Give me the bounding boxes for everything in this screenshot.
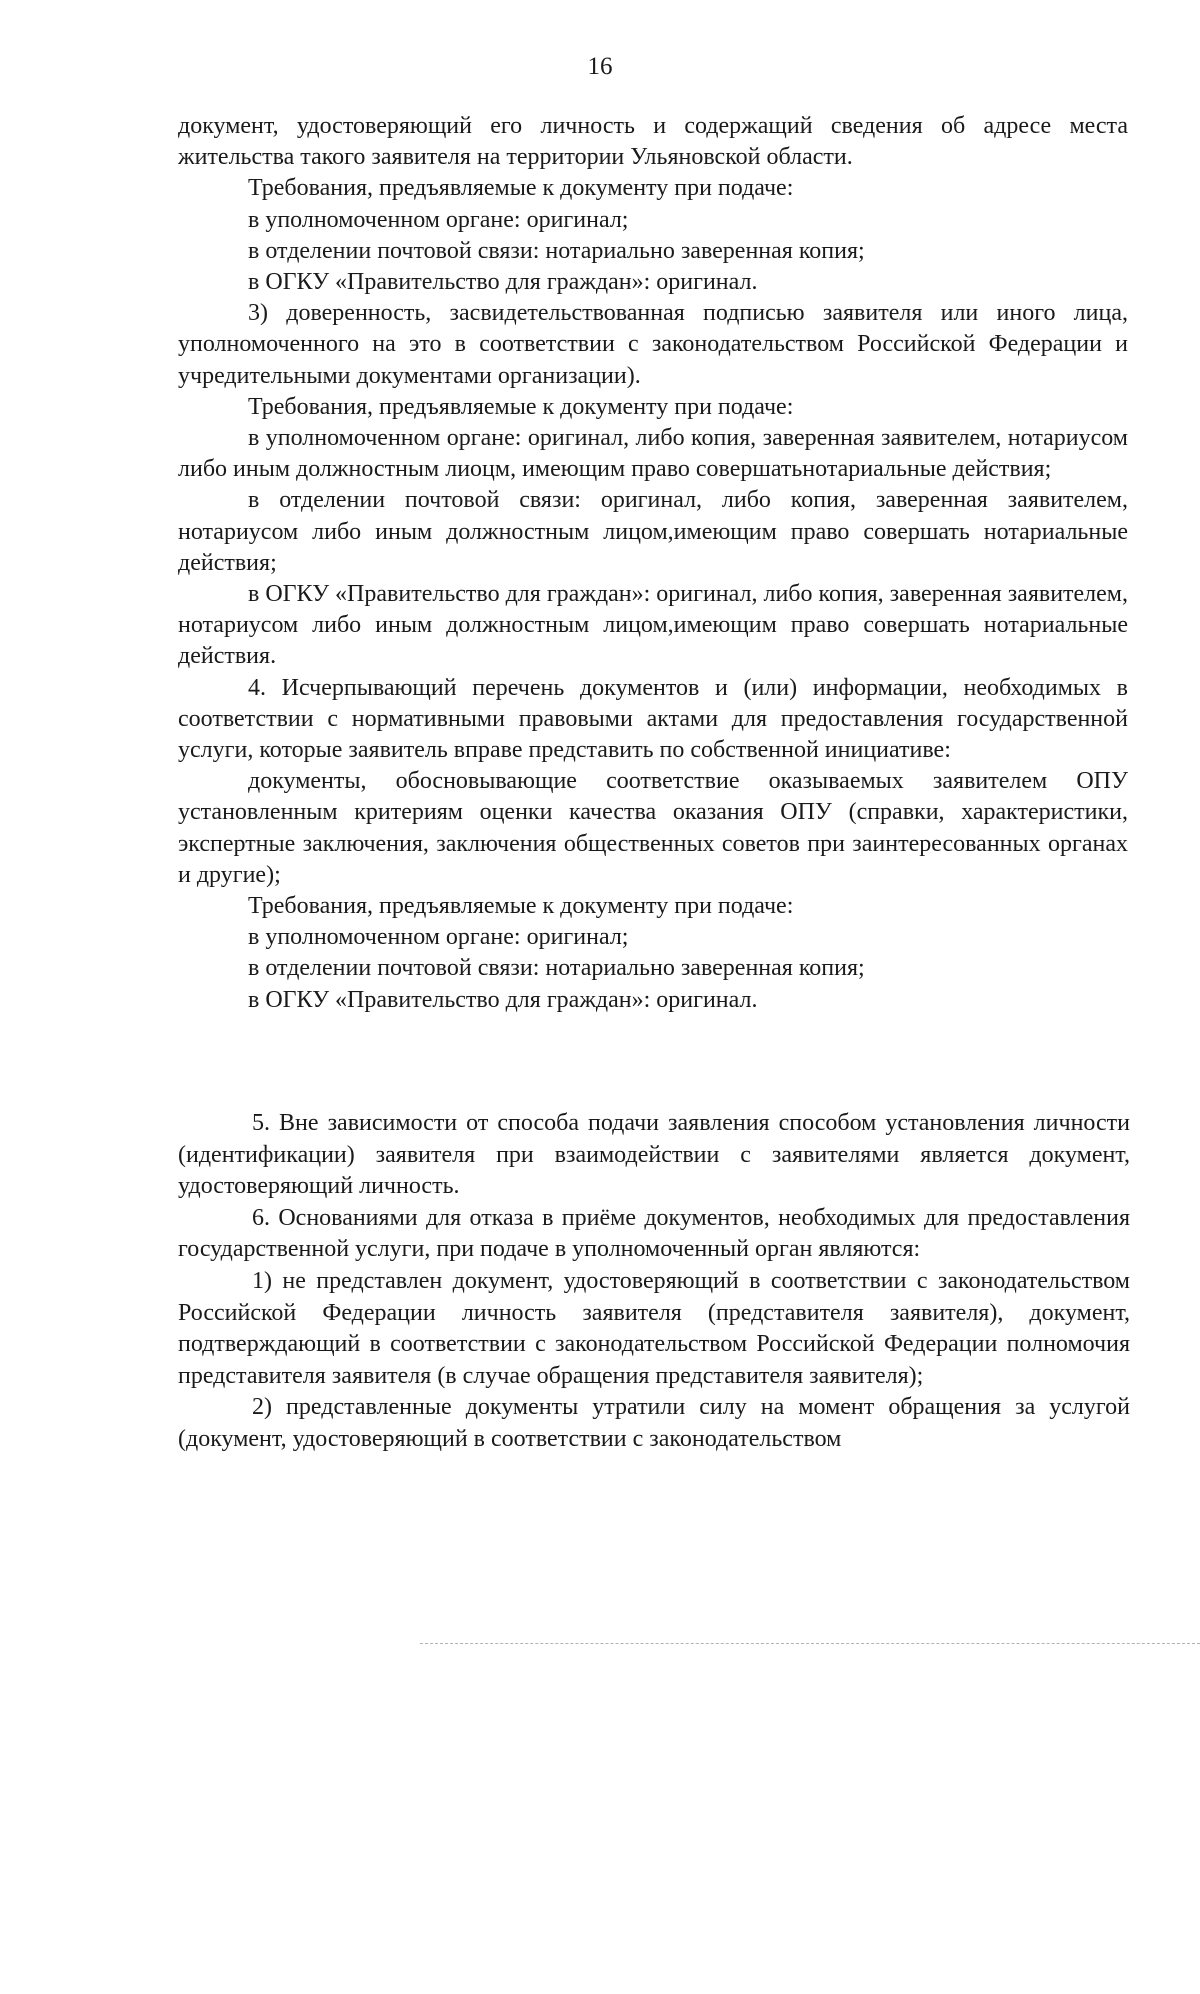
paragraph: в ОГКУ «Правительство для граждан»: оригинал.: [248, 986, 758, 1013]
paragraph: Требования, предъявляемые к документу при подаче:: [248, 893, 794, 920]
paragraph: в уполномоченном органе: оригинал, либо копия, заверенная заявителем, нотариусом либо иным должностным лиоцм, имеющим право совершатьнотариальные действия;: [178, 425, 1128, 483]
paragraph: 3) доверенность, засвидетельствованная подписью заявителя или иного лица, уполномоченного на это в соответствии с законодательством Российской Федерации и учредительными документами организации).: [178, 300, 1128, 389]
paragraph: в отделении почтовой связи: оригинал, либо копия, заверенная заявителем, нотариусом либо иным должностным лицом,имеющим право совершать нотариальные действия;: [178, 487, 1128, 576]
paragraph: в уполномоченном органе: оригинал;: [248, 206, 629, 233]
document-body: [178, 111, 1128, 1016]
paragraph: 6. Основаниями для отказа в приёме документов, необходимых для предоставления государственной услуги, при подаче в уполномоченный орган являются:: [178, 1204, 1130, 1263]
paragraph: 1) не представлен документ, удостоверяющий в соответствии с законодательством Российской Федерации личность заявителя (представителя заявителя), документ, подтверждающий в соответствии с законодательством Российской Федерации полномочия представителя заявителя (в случае обращения представителя заявителя);: [178, 1267, 1130, 1389]
paragraph: 2) представленные документы утратили силу на момент обращения за услугой (документ, удостоверяющий в соответствии с законодательством: [178, 1394, 1130, 1452]
page-number: 16: [587, 53, 613, 80]
scan-artifact-line: [420, 1643, 1200, 1644]
paragraph: документы, обосновывающие соответствие оказываемых заявителем ОПУ установленным критериям оценки качества оказания ОПУ (справки, характеристики, экспертные заключения, заключения общественных советов при заинтересованных органах и другие);: [178, 768, 1128, 888]
paragraph: в отделении почтовой связи: нотариально заверенная копия;: [248, 237, 865, 264]
paragraph: в уполномоченном органе: оригинал;: [248, 924, 629, 951]
paragraph: 5. Вне зависимости от способа подачи заявления способом установления личности (идентификации) заявителя при взаимодействии с заявителями является документ, удостоверяющий личность.: [178, 1110, 1130, 1200]
paragraph: в ОГКУ «Правительство для граждан»: оригинал.: [248, 269, 758, 296]
paragraph: документ, удостоверяющий его личность и содержащий сведения об адресе места жительства такого заявителя на территории Ульяновской области.: [178, 113, 1128, 171]
paragraph: Требования, предъявляемые к документу при подаче:: [248, 393, 794, 420]
paragraph: в ОГКУ «Правительство для граждан»: оригинал, либо копия, заверенная заявителем, нотариусом либо иным должностным лицом,имеющим право совершать нотариальные действия.: [178, 581, 1128, 670]
paragraph: в отделении почтовой связи: нотариально заверенная копия;: [248, 955, 865, 982]
paragraph: Требования, предъявляемые к документу при подаче:: [248, 175, 794, 202]
document-body-continued: [178, 1108, 1130, 1456]
paragraph: 4. Исчерпывающий перечень документов и (или) информации, необходимых в соответствии с нормативными правовыми актами для предоставления государственной услуги, которые заявитель вправе представить по собственной инициативе:: [178, 674, 1128, 764]
